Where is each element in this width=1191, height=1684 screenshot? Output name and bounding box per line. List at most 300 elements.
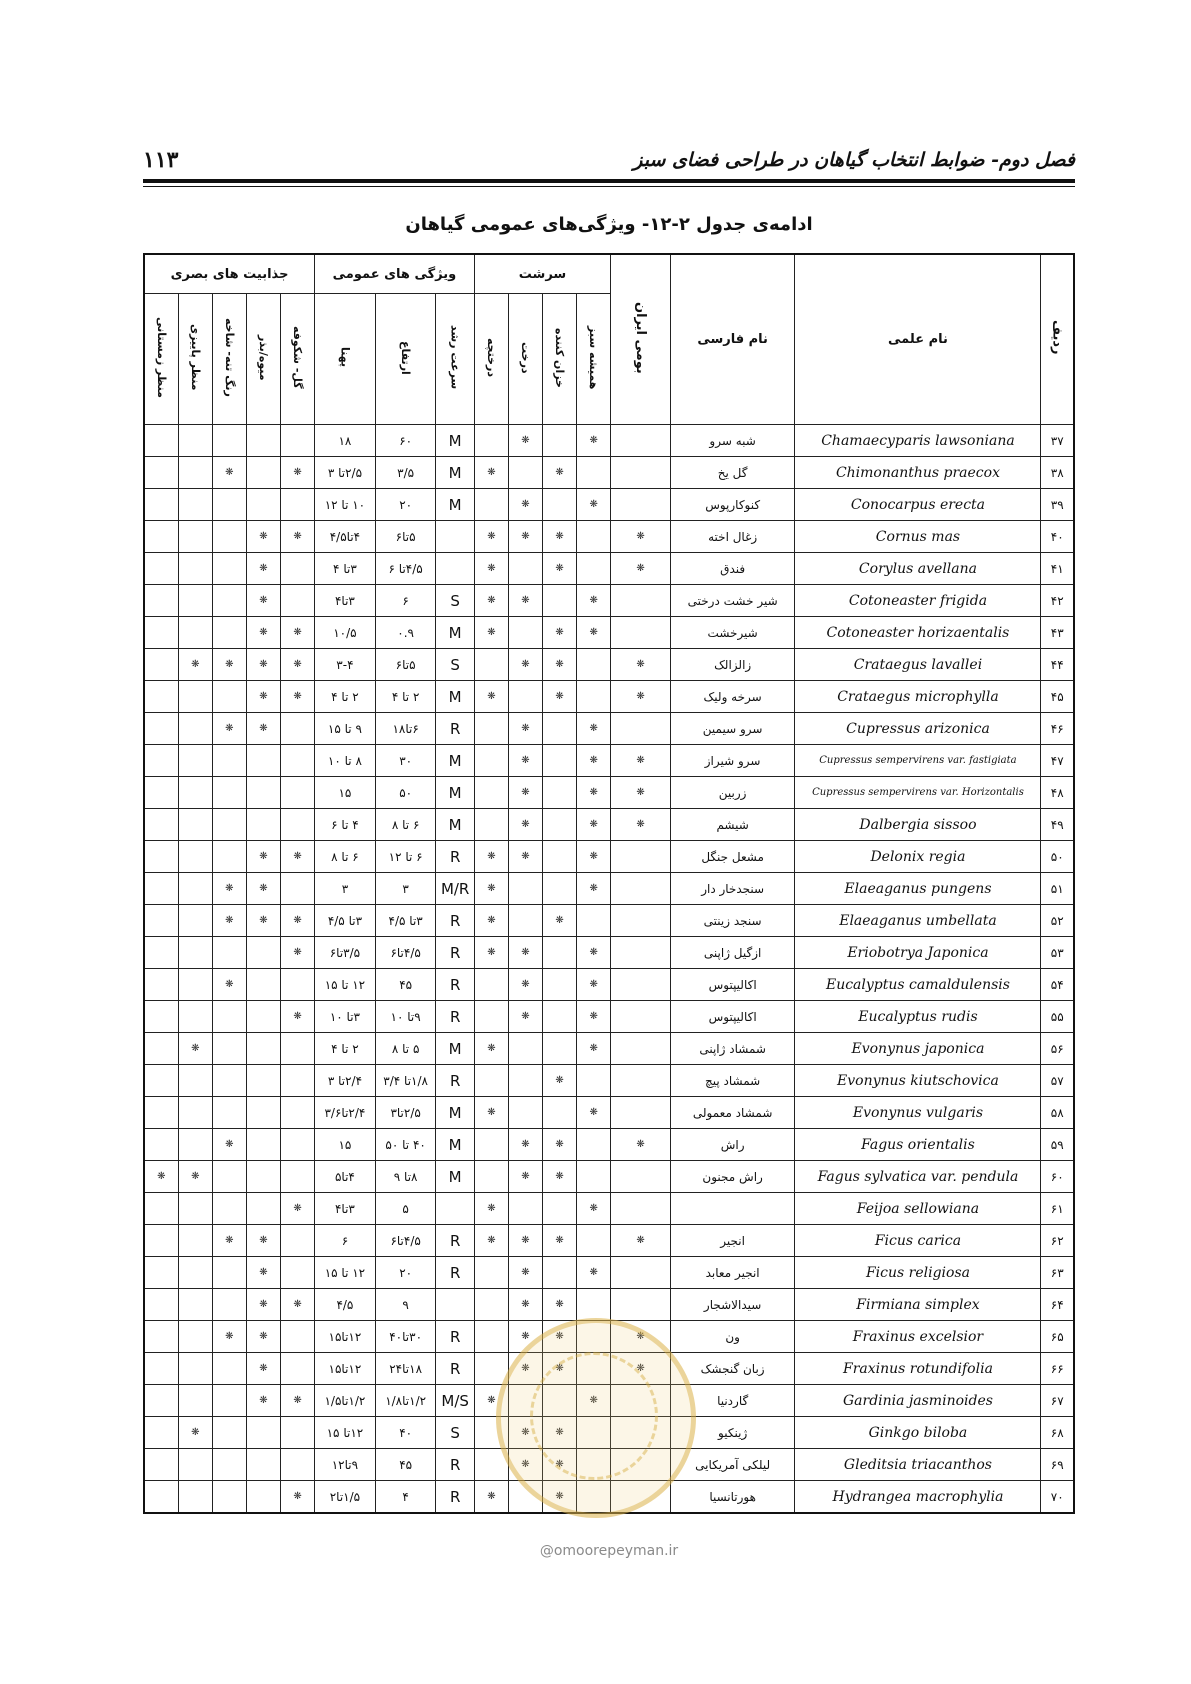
table-row — [144, 1065, 1074, 1097]
flower-mark: ❋ — [280, 457, 314, 489]
height-value: ۳۰ — [375, 745, 436, 777]
row-number: ۶۰ — [1041, 1161, 1074, 1193]
growth-rate: R — [436, 1065, 474, 1097]
growth-rate: R — [436, 1481, 474, 1514]
evergreen-mark: ❋ — [577, 1097, 611, 1129]
winter-view-mark — [144, 1033, 178, 1065]
persian-name: انجیر — [670, 1225, 795, 1257]
native-iran-mark — [611, 425, 671, 457]
deciduous-mark — [543, 841, 577, 873]
evergreen-mark: ❋ — [577, 777, 611, 809]
flower-mark — [280, 1449, 314, 1481]
tree-mark: ❋ — [508, 937, 542, 969]
row-number: ۵۷ — [1041, 1065, 1074, 1097]
table-row — [144, 553, 1074, 585]
persian-name: گل یخ — [670, 457, 795, 489]
col-fruit-seed: میوه/بذر — [246, 294, 280, 425]
fruit-mark — [246, 937, 280, 969]
col-persian-name: نام فارسی — [670, 254, 795, 425]
deciduous-mark: ❋ — [543, 521, 577, 553]
fruit-mark — [246, 1065, 280, 1097]
width-value: ۶ — [315, 1225, 376, 1257]
native-iran-mark: ❋ — [611, 745, 671, 777]
fruit-mark — [246, 425, 280, 457]
width-value: ۴تا۴/۵ — [315, 521, 376, 553]
tree-mark: ❋ — [508, 1225, 542, 1257]
native-iran-mark — [611, 1001, 671, 1033]
winter-view-mark — [144, 873, 178, 905]
tree-mark — [508, 617, 542, 649]
shrub-mark — [474, 713, 508, 745]
winter-view-mark — [144, 841, 178, 873]
evergreen-mark: ❋ — [577, 1001, 611, 1033]
persian-name: راش — [670, 1129, 795, 1161]
row-number: ۳۹ — [1041, 489, 1074, 521]
autumn-view-mark — [178, 585, 212, 617]
autumn-view-mark — [178, 1097, 212, 1129]
table-row — [144, 713, 1074, 745]
autumn-view-mark — [178, 521, 212, 553]
growth-rate: R — [436, 969, 474, 1001]
branch-color-mark — [212, 1481, 246, 1514]
table-row — [144, 425, 1074, 457]
native-iran-mark: ❋ — [611, 1321, 671, 1353]
row-number: ۶۱ — [1041, 1193, 1074, 1225]
branch-color-mark: ❋ — [212, 1129, 246, 1161]
height-value: ۴۰ تا ۵۰ — [375, 1129, 436, 1161]
autumn-view-mark — [178, 905, 212, 937]
fruit-mark — [246, 777, 280, 809]
tree-mark: ❋ — [508, 969, 542, 1001]
shrub-mark — [474, 809, 508, 841]
col-branch-color: رنگ تنه- شاخه — [212, 294, 246, 425]
shrub-mark: ❋ — [474, 873, 508, 905]
table-row — [144, 617, 1074, 649]
autumn-view-mark — [178, 713, 212, 745]
width-value: ۱۸ — [315, 425, 376, 457]
evergreen-mark — [577, 521, 611, 553]
growth-rate: R — [436, 841, 474, 873]
height-value: ۲۰ — [375, 489, 436, 521]
row-number: ۴۲ — [1041, 585, 1074, 617]
width-value: ۳تا ۴/۵ — [315, 905, 376, 937]
flower-mark — [280, 969, 314, 1001]
flower-mark — [280, 1033, 314, 1065]
branch-color-mark: ❋ — [212, 1225, 246, 1257]
winter-view-mark — [144, 1353, 178, 1385]
header-rule-thick — [143, 179, 1075, 183]
height-value: ۵۰ — [375, 777, 436, 809]
fruit-mark: ❋ — [246, 681, 280, 713]
winter-view-mark — [144, 905, 178, 937]
scientific-name: Cotoneaster horizaentalis — [795, 617, 1041, 649]
fruit-mark — [246, 1481, 280, 1514]
row-number: ۶۳ — [1041, 1257, 1074, 1289]
height-value: ۴/۵تا ۶ — [375, 553, 436, 585]
scientific-name: Cupressus sempervirens var. fastigiata — [795, 745, 1041, 777]
shrub-mark — [474, 425, 508, 457]
width-value: ۲ تا ۴ — [315, 681, 376, 713]
tree-mark: ❋ — [508, 1161, 542, 1193]
branch-color-mark — [212, 745, 246, 777]
flower-mark: ❋ — [280, 1481, 314, 1514]
autumn-view-mark — [178, 1289, 212, 1321]
shrub-mark — [474, 489, 508, 521]
growth-rate: R — [436, 937, 474, 969]
row-number: ۴۸ — [1041, 777, 1074, 809]
tree-mark: ❋ — [508, 1353, 542, 1385]
native-iran-mark — [611, 1065, 671, 1097]
row-number: ۳۷ — [1041, 425, 1074, 457]
deciduous-mark — [543, 1033, 577, 1065]
table-row — [144, 681, 1074, 713]
row-number: ۴۱ — [1041, 553, 1074, 585]
shrub-mark: ❋ — [474, 1097, 508, 1129]
autumn-view-mark — [178, 1257, 212, 1289]
evergreen-mark: ❋ — [577, 1385, 611, 1417]
persian-name: شمشاد پیچ — [670, 1065, 795, 1097]
table-row — [144, 1225, 1074, 1257]
persian-name: انجیر معابد — [670, 1257, 795, 1289]
shrub-mark: ❋ — [474, 905, 508, 937]
winter-view-mark — [144, 553, 178, 585]
native-iran-mark — [611, 841, 671, 873]
width-value: ۸ تا ۱۰ — [315, 745, 376, 777]
deciduous-mark — [543, 969, 577, 1001]
deciduous-mark — [543, 585, 577, 617]
evergreen-mark: ❋ — [577, 713, 611, 745]
group-nature: سرشت — [474, 254, 610, 294]
persian-name: شیر خشت درختی — [670, 585, 795, 617]
scientific-name: Fraxinus excelsior — [795, 1321, 1041, 1353]
shrub-mark — [474, 969, 508, 1001]
growth-rate: R — [436, 1449, 474, 1481]
deciduous-mark — [543, 873, 577, 905]
shrub-mark: ❋ — [474, 1225, 508, 1257]
height-value: ۲۰ — [375, 1257, 436, 1289]
flower-mark: ❋ — [280, 681, 314, 713]
fruit-mark: ❋ — [246, 1321, 280, 1353]
growth-rate: M — [436, 457, 474, 489]
growth-rate: M — [436, 1033, 474, 1065]
scientific-name: Cornus mas — [795, 521, 1041, 553]
growth-rate: R — [436, 1353, 474, 1385]
autumn-view-mark — [178, 425, 212, 457]
branch-color-mark: ❋ — [212, 969, 246, 1001]
growth-rate: M — [436, 1161, 474, 1193]
col-scientific-name: نام علمی — [795, 254, 1041, 425]
col-winter-view: منظر زمستانی — [144, 294, 178, 425]
table-row — [144, 585, 1074, 617]
height-value: ۵تا۶ — [375, 521, 436, 553]
winter-view-mark — [144, 1001, 178, 1033]
table-row — [144, 489, 1074, 521]
deciduous-mark: ❋ — [543, 1225, 577, 1257]
height-value: ۵ — [375, 1193, 436, 1225]
width-value: ۱۰/۵ — [315, 617, 376, 649]
winter-view-mark — [144, 521, 178, 553]
col-width: پهنا — [315, 294, 376, 425]
tree-mark — [508, 1097, 542, 1129]
flower-mark — [280, 809, 314, 841]
width-value: ۱/۵تا۲ — [315, 1481, 376, 1514]
growth-rate: M — [436, 1097, 474, 1129]
row-number: ۴۷ — [1041, 745, 1074, 777]
native-iran-mark — [611, 969, 671, 1001]
flower-mark — [280, 1065, 314, 1097]
branch-color-mark — [212, 1001, 246, 1033]
persian-name: مشعل جنگل — [670, 841, 795, 873]
scientific-name: Firmiana simplex — [795, 1289, 1041, 1321]
deciduous-mark: ❋ — [543, 553, 577, 585]
autumn-view-mark — [178, 617, 212, 649]
width-value: ۳تا ۴ — [315, 553, 376, 585]
branch-color-mark — [212, 777, 246, 809]
growth-rate: M — [436, 617, 474, 649]
tree-mark — [508, 681, 542, 713]
winter-view-mark — [144, 713, 178, 745]
width-value: ۱۲ تا ۱۵ — [315, 969, 376, 1001]
autumn-view-mark — [178, 937, 212, 969]
deciduous-mark: ❋ — [543, 1417, 577, 1449]
deciduous-mark: ❋ — [543, 1353, 577, 1385]
tree-mark: ❋ — [508, 585, 542, 617]
autumn-view-mark — [178, 841, 212, 873]
persian-name: زغال اخته — [670, 521, 795, 553]
deciduous-mark: ❋ — [543, 1289, 577, 1321]
growth-rate: R — [436, 1257, 474, 1289]
flower-mark: ❋ — [280, 1001, 314, 1033]
persian-name: شیشم — [670, 809, 795, 841]
fruit-mark — [246, 1033, 280, 1065]
scientific-name: Evonynus vulgaris — [795, 1097, 1041, 1129]
scientific-name: Crataegus microphylla — [795, 681, 1041, 713]
branch-color-mark — [212, 841, 246, 873]
shrub-mark: ❋ — [474, 585, 508, 617]
flower-mark — [280, 777, 314, 809]
fruit-mark — [246, 489, 280, 521]
width-value: ۳تا ۱۰ — [315, 1001, 376, 1033]
tree-mark: ❋ — [508, 777, 542, 809]
native-iran-mark — [611, 617, 671, 649]
col-row-no: ردیف — [1041, 254, 1074, 425]
winter-view-mark — [144, 1385, 178, 1417]
branch-color-mark — [212, 1097, 246, 1129]
col-shrub: درختچه — [474, 294, 508, 425]
height-value: ۰.۹ — [375, 617, 436, 649]
width-value: ۴/۵ — [315, 1289, 376, 1321]
table-row — [144, 873, 1074, 905]
row-number: ۶۶ — [1041, 1353, 1074, 1385]
scientific-name: Cupressus sempervirens var. Horizontalis — [795, 777, 1041, 809]
autumn-view-mark — [178, 457, 212, 489]
deciduous-mark: ❋ — [543, 649, 577, 681]
height-value: ۹ — [375, 1289, 436, 1321]
scientific-name: Chimonanthus praecox — [795, 457, 1041, 489]
shrub-mark: ❋ — [474, 1193, 508, 1225]
scientific-name: Dalbergia sissoo — [795, 809, 1041, 841]
persian-name: راش مجنون — [670, 1161, 795, 1193]
height-value: ۴۵ — [375, 969, 436, 1001]
col-flower-bloom: گل- شکوفه — [280, 294, 314, 425]
persian-name: سنجدخار دار — [670, 873, 795, 905]
tree-mark: ❋ — [508, 1129, 542, 1161]
scientific-name: Elaeaganus umbellata — [795, 905, 1041, 937]
deciduous-mark: ❋ — [543, 457, 577, 489]
width-value: ۳-۴ — [315, 649, 376, 681]
fruit-mark: ❋ — [246, 873, 280, 905]
row-number: ۵۱ — [1041, 873, 1074, 905]
shrub-mark — [474, 1257, 508, 1289]
row-number: ۴۵ — [1041, 681, 1074, 713]
height-value: ۳/۵ — [375, 457, 436, 489]
tree-mark — [508, 1033, 542, 1065]
header-group-row — [144, 254, 1074, 294]
table-row — [144, 1129, 1074, 1161]
table-row — [144, 1033, 1074, 1065]
fruit-mark: ❋ — [246, 713, 280, 745]
row-number: ۳۸ — [1041, 457, 1074, 489]
table-row — [144, 649, 1074, 681]
height-value: ۵ تا ۸ — [375, 1033, 436, 1065]
persian-name: سرو سیمین — [670, 713, 795, 745]
fruit-mark — [246, 1417, 280, 1449]
shrub-mark: ❋ — [474, 553, 508, 585]
tree-mark: ❋ — [508, 521, 542, 553]
winter-view-mark — [144, 937, 178, 969]
autumn-view-mark — [178, 489, 212, 521]
col-height: ارتفاع — [375, 294, 436, 425]
growth-rate — [436, 1289, 474, 1321]
winter-view-mark — [144, 1289, 178, 1321]
deciduous-mark — [543, 937, 577, 969]
growth-rate: S — [436, 649, 474, 681]
table-row — [144, 1097, 1074, 1129]
flower-mark — [280, 1129, 314, 1161]
table-row — [144, 1289, 1074, 1321]
persian-name: شمشاد ژاپنی — [670, 1033, 795, 1065]
fruit-mark: ❋ — [246, 1289, 280, 1321]
growth-rate: R — [436, 713, 474, 745]
tree-mark: ❋ — [508, 1449, 542, 1481]
height-value: ۴ — [375, 1481, 436, 1514]
growth-rate: M — [436, 809, 474, 841]
deciduous-mark: ❋ — [543, 1065, 577, 1097]
growth-rate: M — [436, 425, 474, 457]
native-iran-mark — [611, 457, 671, 489]
table-row — [144, 1257, 1074, 1289]
flower-mark — [280, 1257, 314, 1289]
native-iran-mark: ❋ — [611, 553, 671, 585]
winter-view-mark — [144, 585, 178, 617]
shrub-mark — [474, 777, 508, 809]
branch-color-mark — [212, 1289, 246, 1321]
fruit-mark: ❋ — [246, 617, 280, 649]
persian-name: اکالیپتوس — [670, 1001, 795, 1033]
winter-view-mark — [144, 777, 178, 809]
tree-mark: ❋ — [508, 809, 542, 841]
native-iran-mark: ❋ — [611, 1129, 671, 1161]
table-row — [144, 969, 1074, 1001]
height-value: ۱۸تا۲۴ — [375, 1353, 436, 1385]
shrub-mark: ❋ — [474, 681, 508, 713]
flower-mark — [280, 425, 314, 457]
height-value: ۶۰ — [375, 425, 436, 457]
evergreen-mark: ❋ — [577, 1193, 611, 1225]
native-iran-mark — [611, 585, 671, 617]
width-value: ۱۲تا ۱۵ — [315, 1417, 376, 1449]
deciduous-mark: ❋ — [543, 1449, 577, 1481]
fruit-mark: ❋ — [246, 841, 280, 873]
native-iran-mark: ❋ — [611, 681, 671, 713]
group-visual: جذابیت های بصری — [144, 254, 315, 294]
shrub-mark — [474, 1161, 508, 1193]
scientific-name: Fagus sylvatica var. pendula — [795, 1161, 1041, 1193]
persian-name: زبان گنجشک — [670, 1353, 795, 1385]
scientific-name: Conocarpus erecta — [795, 489, 1041, 521]
height-value: ۴۵ — [375, 1449, 436, 1481]
growth-rate: M — [436, 745, 474, 777]
autumn-view-mark — [178, 1225, 212, 1257]
table-row — [144, 841, 1074, 873]
native-iran-mark — [611, 905, 671, 937]
autumn-view-mark — [178, 809, 212, 841]
chapter-title: فصل دوم- ضوابط انتخاب گیاهان در طراحی فضای سبز — [633, 149, 1075, 171]
winter-view-mark — [144, 1193, 178, 1225]
native-iran-mark: ❋ — [611, 777, 671, 809]
evergreen-mark — [577, 905, 611, 937]
table-row — [144, 809, 1074, 841]
height-value: ۶ — [375, 585, 436, 617]
winter-view-mark — [144, 1321, 178, 1353]
height-value: ۴۰ — [375, 1417, 436, 1449]
evergreen-mark — [577, 649, 611, 681]
width-value: ۲ تا ۴ — [315, 1033, 376, 1065]
flower-mark — [280, 873, 314, 905]
growth-rate: M — [436, 777, 474, 809]
tree-mark — [508, 1193, 542, 1225]
evergreen-mark: ❋ — [577, 425, 611, 457]
evergreen-mark: ❋ — [577, 745, 611, 777]
col-growth-rate: سرعت رشد — [436, 294, 474, 425]
height-value: ۱/۸تا ۳/۴ — [375, 1065, 436, 1097]
shrub-mark: ❋ — [474, 457, 508, 489]
flower-mark — [280, 1225, 314, 1257]
winter-view-mark — [144, 1225, 178, 1257]
persian-name: ژینکیو — [670, 1417, 795, 1449]
row-number: ۴۳ — [1041, 617, 1074, 649]
branch-color-mark: ❋ — [212, 649, 246, 681]
autumn-view-mark — [178, 1321, 212, 1353]
height-value: ۶تا۱۸ — [375, 713, 436, 745]
persian-name: شیرخشت — [670, 617, 795, 649]
evergreen-mark — [577, 553, 611, 585]
row-number: ۵۴ — [1041, 969, 1074, 1001]
flower-mark: ❋ — [280, 1289, 314, 1321]
row-number: ۵۶ — [1041, 1033, 1074, 1065]
autumn-view-mark — [178, 1065, 212, 1097]
branch-color-mark — [212, 1193, 246, 1225]
branch-color-mark — [212, 1417, 246, 1449]
deciduous-mark: ❋ — [543, 1161, 577, 1193]
tree-mark: ❋ — [508, 1001, 542, 1033]
width-value: ۱۲تا۱۵ — [315, 1321, 376, 1353]
row-number: ۶۷ — [1041, 1385, 1074, 1417]
persian-name: کنوکارپوس — [670, 489, 795, 521]
scientific-name: Eucalyptus rudis — [795, 1001, 1041, 1033]
evergreen-mark — [577, 1225, 611, 1257]
scientific-name: Fraxinus rotundifolia — [795, 1353, 1041, 1385]
